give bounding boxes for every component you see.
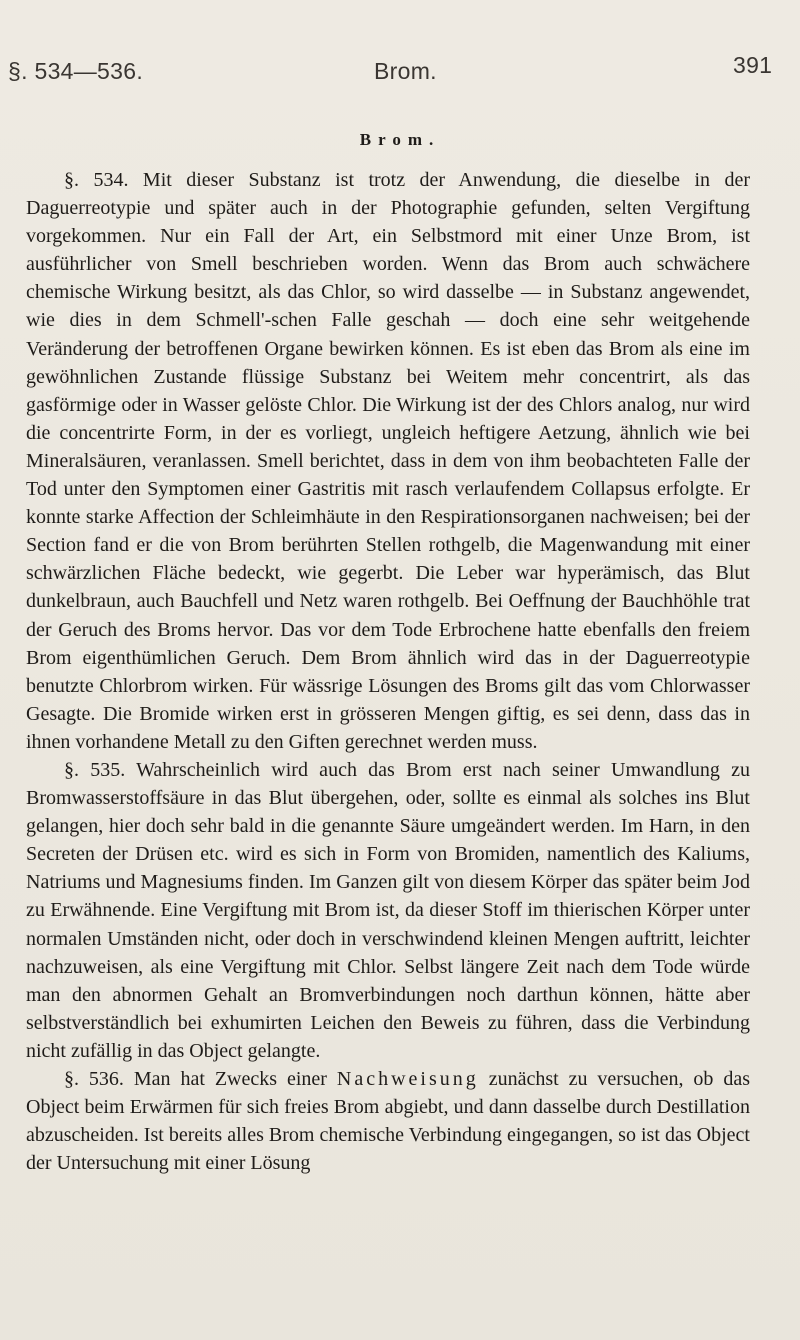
running-head: [0, 52, 800, 90]
paragraph-number: §. 535.: [64, 758, 126, 781]
paragraph-number: §. 536.: [64, 1068, 124, 1090]
running-title: Brom.: [374, 58, 437, 84]
paragraph-534: [26, 166, 750, 756]
paragraph-text: Mit dieser Substanz ist trotz der Anwendung, die dieselbe in der Daguerreotypie und später auch in der Photographie gefunden, selten Vergiftung vorgekommen. Nur ein Fall der Art, ein Selbstmord mit einer Unze Brom, ist ausführlicher von Smell beschrieben worden. Wenn das Brom auch schwächere chemische Wirkung besitzt, als das Chlor, so wird dasselbe — in Substanz angewendet, wie dies in dem Schmell'-schen Falle geschah — doch eine sehr weitgehende Veränderung der betroffenen Organe bewirken können. Es ist eben das Brom als eine im gewöhnlichen Zustande flüssige Substanz bei Weitem mehr concentrirt, als das gasförmige oder in Wasser gelöste Chlor. Die Wirkung ist der des Chlors analog, nur wird die concentrirte Form, in der es vorliegt, ungleich heftigere Aetzung, ähnlich wie bei Mineralsäuren, veranlassen. Smell berichtet, dass in dem von ihm beobachteten Falle der Tod unter den Symptomen einer Gastritis mit rasch verlaufendem Collapsus erfolgte. Er konnte starke Affection der Schleimhäute in den Respirationsorganen nachweisen; bei der Section fand er die von Brom berührten Stellen rothgelb, die Magenwandung mit einer schwärzlichen Fläche bedeckt, wie gegerbt. Die Leber war hyperämisch, das Blut dunkelbraun, auch Bauchfell und Netz waren rothgelb. Bei Oeffnung der Bauchhöhle trat der Geruch des Broms hervor. Das vor dem Tode Erbrochene hatte ebenfalls den freiem Brom eigenthümlichen Geruch. Dem Brom ähnlich wird das in der Daguerreotypie benutzte Chlorbrom wirken. Für wässrige Lösungen des Broms gilt das vom Chlorwasser Gesagte. Die Bromide wirken erst in grösseren Mengen giftig, es sei denn, dass das in ihnen vorhandene Metall zu den Giften gerechnet werden muss.: [26, 169, 751, 753]
emphasized-term: Nachweisung: [336, 1068, 479, 1090]
paragraph-536: [26, 1065, 750, 1177]
paragraph-535: [26, 756, 750, 1065]
body-text: [26, 166, 750, 1177]
page-number: 391: [733, 52, 773, 78]
section-range: §. 534—536.: [8, 58, 144, 84]
paragraph-text-end: zunächst zu versuchen, ob das Object beim Erwärmen für sich freies Brom abgiebt, und dann dasselbe durch Destillation abzuscheiden. Ist bereits alles Brom chemische Verbindung eingegangen, so ist das Object der Untersuchung mit einer Lösung: [26, 1068, 751, 1175]
paragraph-text: Wahrscheinlich wird auch das Brom erst nach seiner Umwandlung zu Bromwasserstoffsäure in das Blut übergehen, oder, sollte es einmal als solches ins Blut gelangen, hier doch sehr bald in die genannte Säure umgeändert werden. Im Harn, in den Secreten der Drüsen etc. wird es sich in Form von Bromiden, namentlich des Kaliums, Natriums und Magnesiums finden. Im Ganzen gilt von diesem Körper das später beim Jod zu Erwähnende. Eine Vergiftung mit Brom ist, da dieser Stoff im thierischen Körper unter normalen Umständen nicht, oder doch in verschwindend kleinen Mengen auftritt, leichter nachzuweisen, als eine Vergiftung mit Chlor. Selbst längere Zeit nach dem Tode würde man den abnormen Gehalt an Bromverbindungen noch darthun können, hätte aber selbstverständlich bei exhumirten Leichen den Beweis zu führen, dass die Verbindung nicht zufällig in das Object gelangte.: [26, 758, 751, 1062]
section-heading: Brom.: [359, 130, 441, 149]
paragraph-text-start: Man hat Zwecks einer: [133, 1068, 327, 1090]
paragraph-number: §. 534.: [64, 169, 129, 191]
